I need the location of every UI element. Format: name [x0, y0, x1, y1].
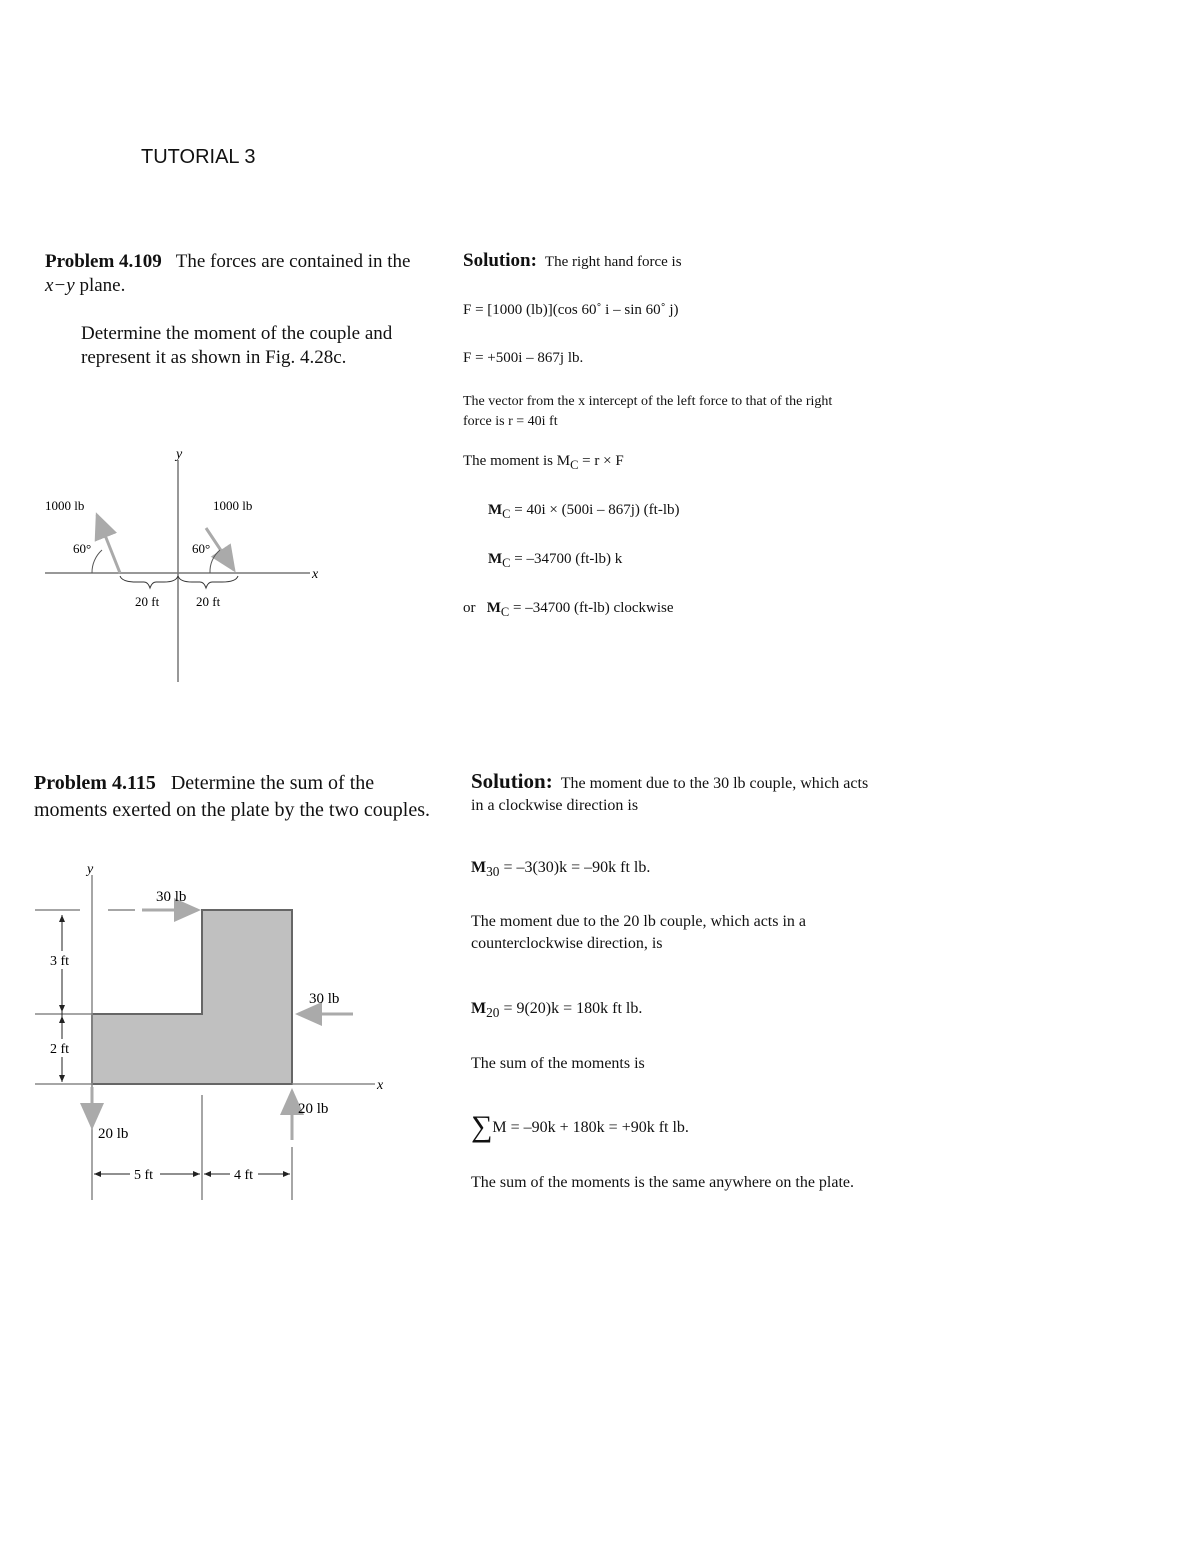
solution-4109-eq2: F = +500i – 867j lb.: [463, 350, 584, 366]
solution-4115-intro: [471, 770, 883, 817]
problem-4115-heading: Problem 4.115: [34, 772, 156, 794]
left-distance-brace: [120, 576, 178, 588]
left-distance-label: 20 ft: [135, 594, 160, 609]
eq5-m: M: [486, 600, 501, 616]
solution-4109-eq3: [488, 502, 680, 522]
problem-4115-statement: [34, 770, 442, 824]
right-force-label: 1000 lb: [213, 498, 253, 513]
solution-4109-eq1: F = [1000 (lb)](cos 60˚ i – sin 60˚ j): [463, 302, 679, 318]
solution-4109-intro-text: The right hand force is: [544, 254, 682, 270]
eq4-sub: C: [502, 556, 511, 570]
solution-4115-eq2: [471, 1000, 642, 1021]
solution-4109-moment-text: [463, 453, 624, 473]
solution-4115-text2: The moment due to the 20 lb couple, which acts in a counterclockwise direction, is: [471, 913, 807, 952]
right-distance-label: 20 ft: [196, 594, 221, 609]
left-force-label: 1000 lb: [45, 498, 85, 513]
problem-4109-intro-end: plane.: [79, 275, 126, 296]
solution-4109-vector-text: The vector from the x intercept of the left force to that of the right force is r = 40i ft: [463, 394, 833, 429]
plane-label: x−y: [45, 275, 75, 296]
problem-4109-statement: [45, 250, 437, 298]
eq3-m: M: [488, 502, 503, 518]
problem-4115-task: Determine the sum of the moments exerted on the plate by the two couples.: [34, 772, 431, 821]
eq3-text: M = –90k + 180k = +90k ft lb.: [492, 1119, 689, 1136]
eq4-m: M: [488, 551, 503, 567]
eq2-sub: 20: [486, 1005, 500, 1021]
problem-4109-intro: The forces are contained in the: [175, 251, 411, 272]
right-distance-brace: [178, 576, 238, 588]
solution-4115-eq1: [471, 859, 650, 880]
force-top-label: 30 lb: [156, 889, 187, 905]
x-axis-label: x: [377, 1078, 384, 1093]
eq3-sub: C: [502, 507, 511, 521]
moment-text-prefix: The moment is M: [463, 453, 571, 469]
force-right-label: 30 lb: [309, 991, 340, 1007]
x-axis-label: x: [312, 567, 319, 582]
problem-4109-task: Determine the moment of the couple and represent it as shown in Fig. 4.28c.: [81, 323, 393, 368]
solution-4109-eq5: [463, 600, 674, 620]
problem-4109-heading: Problem 4.109: [45, 251, 162, 272]
solution-4109-intro: [463, 251, 682, 272]
solution-4115-text4: The sum of the moments is the same anywhere on the plate.: [471, 1174, 855, 1191]
right-angle-arc: [210, 550, 220, 573]
left-angle-label: 60°: [73, 541, 92, 556]
solution-4109-eq4: [488, 551, 622, 571]
solution-4115-label: Solution:: [471, 769, 553, 793]
left-angle-arc: [92, 550, 102, 573]
plate: [92, 910, 292, 1084]
eq1-m: M: [471, 859, 487, 876]
dim-3ft-label: 3 ft: [50, 954, 70, 969]
solution-4115-eq3: [471, 1110, 689, 1144]
eq5-rest: = –34700 (ft-lb) clockwise: [509, 600, 674, 616]
moment-text-sub: C: [570, 458, 579, 472]
eq2-m: M: [471, 1000, 487, 1017]
problem-4109-figure: [40, 440, 340, 690]
force-bottom-left-label: 20 lb: [98, 1126, 129, 1142]
solution-4115-text3: The sum of the moments is: [471, 1055, 645, 1072]
eq2-rest: = 9(20)k = 180k ft lb.: [499, 1000, 643, 1017]
eq5-sub: C: [500, 605, 510, 619]
y-axis-label: y: [176, 447, 183, 462]
moment-text-rest: = r × F: [578, 453, 624, 469]
eq1-sub: 30: [486, 864, 500, 880]
left-force-arrow: [97, 515, 120, 573]
y-axis-label: y: [87, 862, 94, 877]
solution-4115-intro-text: The moment due to the 30 lb couple, which acts in a clockwise direction is: [471, 775, 869, 814]
eq4-rest: = –34700 (ft-lb) k: [510, 551, 623, 567]
solution-4109-label: Solution:: [463, 250, 537, 271]
right-angle-label: 60°: [192, 541, 211, 556]
eq3-rest: = 40i × (500i – 867j) (ft-lb): [510, 502, 680, 518]
eq5-or: or: [463, 600, 476, 616]
dim-2ft-label: 2 ft: [50, 1042, 70, 1057]
sigma-symbol: ∑: [471, 1110, 493, 1143]
dim-4ft-label: 4 ft: [234, 1168, 254, 1183]
force-bottom-right-label: 20 lb: [298, 1101, 329, 1117]
eq1-rest: = –3(30)k = –90k ft lb.: [499, 859, 651, 876]
problem-4115-figure: [30, 855, 400, 1205]
page-title: TUTORIAL 3: [141, 146, 256, 168]
dim-5ft-label: 5 ft: [134, 1168, 154, 1183]
